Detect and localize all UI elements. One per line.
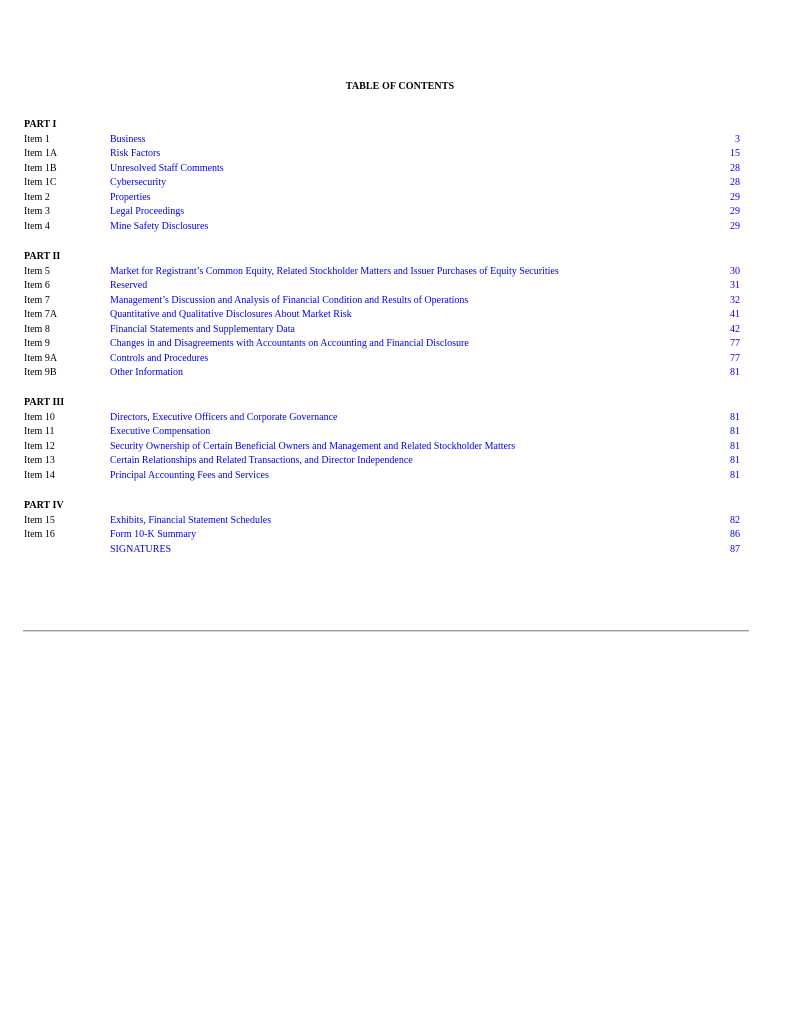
item-number: Item 5 <box>24 265 50 277</box>
toc-link-other-information[interactable]: Other Information <box>110 367 184 378</box>
part-heading: PART II <box>24 251 61 262</box>
item-number: Item 9B <box>24 367 57 378</box>
toc-row-item-9a <box>24 352 740 367</box>
toc-row-item-1b <box>24 162 740 177</box>
toc-row-item-15 <box>24 514 740 529</box>
part-heading: PART I <box>24 119 57 130</box>
toc-row-item-3 <box>24 205 740 220</box>
toc-row-item-4 <box>24 220 740 235</box>
toc-row-item-1a <box>24 147 740 162</box>
toc-link-changes-with-accountants[interactable]: Changes in and Disagreements with Accountants on Accounting and Financial Disclosure <box>110 338 469 349</box>
toc-link-mdna[interactable]: Management’s Discussion and Analysis of Financial Condition and Results of Operations <box>110 294 469 306</box>
item-number: Item 7 <box>24 294 50 306</box>
item-number: Item 3 <box>24 206 50 217</box>
toc-row-item-13 <box>24 454 740 469</box>
toc-link-accounting-fees[interactable]: Principal Accounting Fees and Services <box>110 469 269 481</box>
page-divider <box>23 630 749 632</box>
item-number: Item 1 <box>24 133 50 145</box>
toc-link-cybersecurity[interactable]: Cybersecurity <box>110 177 167 188</box>
page-link[interactable]: 42 <box>730 323 740 335</box>
toc-link-form-10k-summary[interactable]: Form 10-K Summary <box>110 529 197 540</box>
page-link[interactable]: 82 <box>730 514 740 526</box>
toc-row-item-12 <box>24 440 740 455</box>
part-1-section <box>24 118 740 234</box>
toc-row-item-7a <box>24 308 740 323</box>
item-number: Item 1C <box>24 177 57 188</box>
item-number: Item 7A <box>24 309 58 320</box>
page-link[interactable]: 87 <box>730 543 740 555</box>
toc-link-financial-statements[interactable]: Financial Statements and Supplementary Data <box>110 323 295 335</box>
item-number: Item 9 <box>24 338 50 349</box>
page-link[interactable]: 81 <box>730 440 740 452</box>
page-link[interactable]: 28 <box>730 162 740 174</box>
toc-link-security-ownership[interactable]: Security Ownership of Certain Beneficial Owners and Management and Related Stockholder Matters <box>110 440 516 452</box>
page-link[interactable]: 29 <box>730 206 740 217</box>
page-link[interactable]: 77 <box>730 338 740 349</box>
item-number: Item 10 <box>24 411 55 423</box>
item-number: Item 13 <box>24 455 55 466</box>
item-number: Item 1A <box>24 148 58 159</box>
toc-row-item-9b <box>24 366 740 381</box>
toc-row-item-14 <box>24 469 740 484</box>
toc-link-directors-officers-governance[interactable]: Directors, Executive Officers and Corporate Governance <box>110 411 338 423</box>
page-link[interactable]: 31 <box>730 280 740 291</box>
toc-link-market-for-registrants-equity[interactable]: Market for Registrant’s Common Equity, Related Stockholder Matters and Issuer Purchases of Equity Securities <box>110 265 559 277</box>
item-number: Item 4 <box>24 220 50 232</box>
toc-title: TABLE OF CONTENTS <box>345 81 455 92</box>
toc-link-mine-safety-disclosures[interactable]: Mine Safety Disclosures <box>110 220 209 232</box>
toc-row-item-2 <box>24 191 740 206</box>
item-number: Item 1B <box>24 162 57 174</box>
page-link[interactable]: 86 <box>730 529 740 540</box>
item-number: Item 11 <box>24 426 55 437</box>
page-link[interactable]: 81 <box>730 426 740 437</box>
toc-row-item-8 <box>24 323 740 338</box>
page-link[interactable]: 15 <box>730 148 740 159</box>
toc-link-business[interactable]: Business <box>110 133 146 145</box>
page-link[interactable]: 81 <box>730 367 740 378</box>
toc-link-exhibits[interactable]: Exhibits, Financial Statement Schedules <box>110 514 272 526</box>
toc-row-item-10 <box>24 411 740 426</box>
toc-link-legal-proceedings[interactable]: Legal Proceedings <box>110 206 185 217</box>
toc-link-properties[interactable]: Properties <box>110 191 151 203</box>
toc-row-item-5 <box>24 265 740 280</box>
toc-link-reserved[interactable]: Reserved <box>110 280 148 291</box>
page-link[interactable]: 81 <box>730 469 740 481</box>
part-2-section <box>24 250 740 381</box>
toc-link-risk-factors[interactable]: Risk Factors <box>110 148 161 159</box>
item-number: Item 8 <box>24 323 50 335</box>
item-number: Item 15 <box>24 514 55 526</box>
page-link[interactable]: 81 <box>730 455 740 466</box>
toc-row-item-7 <box>24 294 740 309</box>
toc-link-signatures[interactable]: SIGNATURES <box>110 543 172 555</box>
toc-link-controls-and-procedures[interactable]: Controls and Procedures <box>110 352 209 364</box>
item-number: Item 14 <box>24 469 55 481</box>
page-link[interactable]: 28 <box>730 177 740 188</box>
page-link[interactable]: 29 <box>730 220 740 232</box>
toc-link-executive-compensation[interactable]: Executive Compensation <box>110 426 211 437</box>
item-number: Item 2 <box>24 191 50 203</box>
page-link[interactable]: 41 <box>730 309 740 320</box>
page-link[interactable]: 32 <box>730 294 740 306</box>
toc-row-item-11 <box>24 425 740 440</box>
toc-row-item-16 <box>24 528 740 543</box>
item-number: Item 16 <box>24 529 55 540</box>
part-heading: PART III <box>24 397 65 408</box>
toc-row-item-1 <box>24 133 740 148</box>
toc-row-item-6 <box>24 279 740 294</box>
page-link[interactable]: 77 <box>730 352 740 364</box>
item-number: Item 9A <box>24 352 58 364</box>
page-link[interactable]: 3 <box>735 133 740 145</box>
toc-link-certain-relationships[interactable]: Certain Relationships and Related Transactions, and Director Independence <box>110 455 413 466</box>
page-link[interactable]: 30 <box>730 265 740 277</box>
item-number: Item 12 <box>24 440 55 452</box>
item-number: Item 6 <box>24 280 50 291</box>
page-link[interactable]: 81 <box>730 411 740 423</box>
toc-link-market-risk[interactable]: Quantitative and Qualitative Disclosures About Market Risk <box>110 309 352 320</box>
part-heading: PART IV <box>24 500 64 511</box>
part-3-section <box>24 396 740 483</box>
toc-link-unresolved-staff-comments[interactable]: Unresolved Staff Comments <box>110 162 224 174</box>
toc-row-item-1c <box>24 176 740 191</box>
page-link[interactable]: 29 <box>730 191 740 203</box>
part-4-section <box>24 499 740 557</box>
toc-row-signatures <box>24 543 740 558</box>
toc-row-item-9 <box>24 337 740 352</box>
